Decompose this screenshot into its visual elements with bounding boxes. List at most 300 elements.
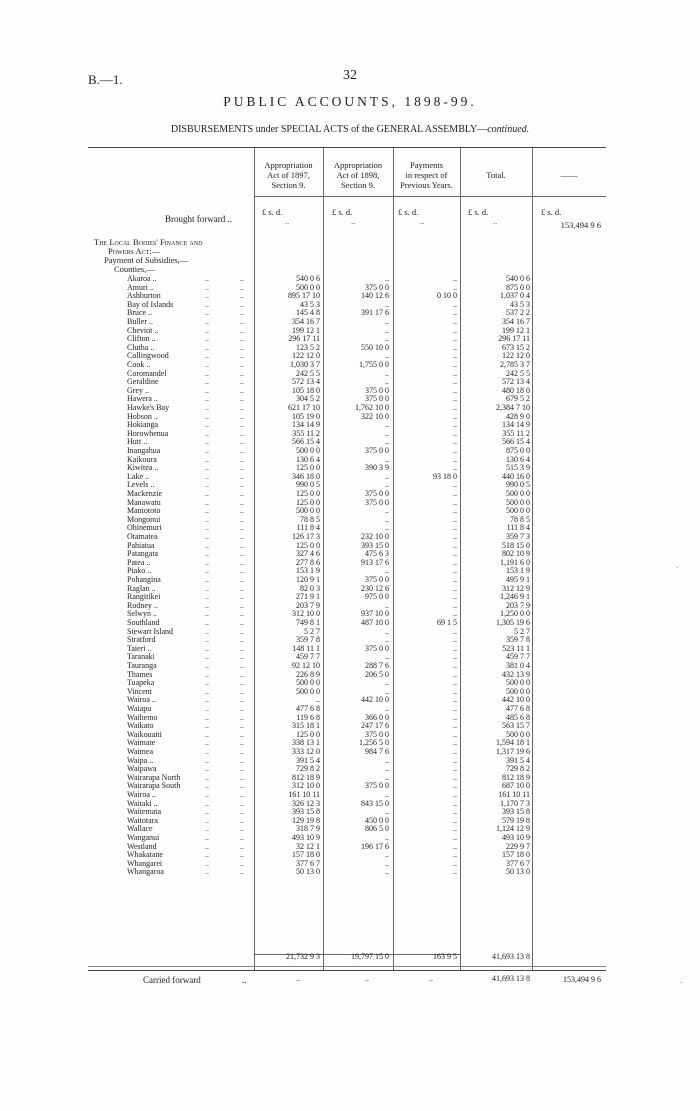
carried-previous: .. <box>429 974 433 983</box>
amount-1898: 375 0 0 <box>365 446 389 455</box>
total-1898: 19,797 15 0 <box>351 952 389 961</box>
amount-1897: 134 14 9 <box>292 420 320 430</box>
county-name: Westland <box>127 841 157 851</box>
amount-1898: 390 3 9 <box>365 463 389 473</box>
county-name: Wairarapa South <box>127 781 181 791</box>
amount-1897: 32 12 1 <box>296 841 320 851</box>
amount-total: 153 1 9 <box>506 566 530 576</box>
amount-previous-years: .. <box>453 480 457 490</box>
leader-dots: .. <box>240 360 244 369</box>
leader-dots: .. <box>240 635 244 645</box>
leader-dots: .. <box>205 411 209 421</box>
leader-dots: .. <box>240 643 244 653</box>
leader-dots: .. <box>240 815 244 825</box>
leader-dots: .. <box>205 721 209 731</box>
amount-1898: 375 0 0 <box>365 282 389 292</box>
leader-dots: .. <box>205 592 209 602</box>
ledger-table: Appropriation Act of 1897, Section 9. Appropriation Act of 1898, Section 9. Payments in respect of Previous Years. Total. —— £ s. d. £ s. d. £ s. d. £ s. d. £ s. d. <box>88 147 606 971</box>
leader-dots: .. <box>240 540 244 550</box>
amount-1897: 315 18 1 <box>292 721 320 731</box>
leader-dots: .. <box>205 385 209 395</box>
leader-dots: .. <box>205 360 209 369</box>
leader-dots: .. <box>240 282 244 292</box>
county-name: Ashburton <box>127 291 161 301</box>
county-name: Mackenzie <box>127 489 163 498</box>
amount-1897: 493 10 9 <box>292 833 320 842</box>
amount-total: 134 14 9 <box>502 420 530 430</box>
amount-1897: 621 17 10 <box>288 403 320 412</box>
amount-total: 1,124 12 9 <box>496 824 530 834</box>
leader-dots: .. <box>240 867 244 877</box>
subtitle-main: DISBURSEMENTS under SPECIAL ACTS of the GENERAL ASSEMBLY— <box>170 124 488 135</box>
leader-dots: .. <box>240 721 244 731</box>
amount-1897: 122 12 0 <box>292 351 320 361</box>
amount-1897: 242 5 5 <box>296 368 320 378</box>
amount-previous-years: .. <box>453 532 457 541</box>
amount-total: 312 12 9 <box>502 583 530 593</box>
leader-dots: .. <box>205 747 209 756</box>
amount-1897: 5 2 7 <box>304 626 320 636</box>
amount-1898: .. <box>385 454 389 464</box>
amount-1897: 477 6 8 <box>296 704 320 713</box>
leader-dots: .. <box>240 514 244 524</box>
brought-forward-value: 153,494 9 6 <box>560 220 601 230</box>
amount-previous-years: .. <box>453 575 457 584</box>
amount-previous-years: 93 18 0 <box>433 471 457 481</box>
amount-previous-years: .. <box>453 592 457 602</box>
county-name: Cheviot .. <box>127 325 159 335</box>
amount-1897: 125 0 0 <box>296 489 320 498</box>
amount-previous-years: .. <box>453 704 457 713</box>
leader-dots: .. <box>240 325 244 335</box>
leader-dots: .. <box>240 506 244 516</box>
leader-dots: .. <box>205 394 209 404</box>
leader-dots: .. <box>205 334 209 344</box>
leader-dots: .. <box>240 291 244 301</box>
leader-dots: .. <box>240 342 244 352</box>
leader-dots: .. <box>205 790 209 799</box>
amount-previous-years: .. <box>453 729 457 739</box>
brought-forward-dots: .. <box>351 216 356 226</box>
leader-dots: .. <box>240 351 244 361</box>
leader-dots: .. <box>240 489 244 498</box>
amount-previous-years: .. <box>453 420 457 430</box>
leader-dots: .. <box>240 833 244 842</box>
amount-total: 296 17 11 <box>498 334 530 344</box>
amount-total: 1,037 0 4 <box>500 291 530 301</box>
leader-dots: .. <box>205 575 209 584</box>
leader-dots: .. <box>240 566 244 576</box>
amount-total: 729 8 2 <box>506 764 530 774</box>
leader-dots: .. <box>240 600 244 610</box>
amount-total: 802 10 9 <box>502 549 530 559</box>
county-name: Vincent <box>127 686 152 696</box>
amount-1897: 312 10 0 <box>292 781 320 791</box>
county-name: Hawera .. <box>127 394 158 404</box>
amount-1898: .. <box>385 678 389 688</box>
leader-dots: .. <box>240 308 244 318</box>
county-name: Whakatane <box>127 850 163 860</box>
amount-total: 2,384 7 10 <box>496 403 530 412</box>
amount-total: 875 0 0 <box>506 282 530 292</box>
amount-total: 875 0 0 <box>506 446 530 455</box>
leader-dots: .. <box>205 729 209 739</box>
leader-dots: .. <box>240 428 244 438</box>
amount-previous-years: .. <box>453 661 457 670</box>
amount-1897: 125 0 0 <box>296 497 320 507</box>
leader-dots: .. <box>240 738 244 748</box>
leader-dots: .. <box>240 274 244 283</box>
amount-total: 1,191 6 0 <box>500 557 530 567</box>
county-name: Amuri .. <box>127 282 154 292</box>
county-name: Stratford <box>127 635 156 645</box>
amount-previous-years: .. <box>453 712 457 722</box>
amount-1898: 1,755 0 0 <box>359 360 389 369</box>
amount-previous-years: .. <box>453 721 457 731</box>
amount-1898: .. <box>385 325 389 335</box>
leader-dots: .. <box>240 549 244 559</box>
amount-1897: 125 0 0 <box>296 729 320 739</box>
leader-dots: .. <box>205 781 209 791</box>
amount-1898: .. <box>385 790 389 799</box>
amount-previous-years: .. <box>453 523 457 533</box>
amount-1898: .. <box>385 471 389 481</box>
amount-total: 673 15 2 <box>502 342 530 352</box>
amount-1898: 393 15 0 <box>361 540 389 550</box>
leader-dots: .. <box>205 858 209 868</box>
leader-dots: .. <box>205 514 209 524</box>
amount-1898: 375 0 0 <box>365 781 389 791</box>
amount-1897: 277 8 6 <box>296 557 320 567</box>
amount-previous-years: .. <box>453 557 457 567</box>
leader-dots: .. <box>205 497 209 507</box>
amount-previous-years: .. <box>453 514 457 524</box>
amount-1897: 318 7 9 <box>296 824 320 834</box>
amount-1898: .. <box>385 437 389 447</box>
amount-previous-years: .. <box>453 772 457 782</box>
amount-total: 480 18 0 <box>502 385 530 395</box>
amount-1897: 500 0 0 <box>296 506 320 516</box>
leader-dots: .. <box>240 850 244 860</box>
amount-previous-years: .. <box>453 566 457 576</box>
leader-dots: .. <box>240 790 244 799</box>
leader-dots: .. <box>205 428 209 438</box>
amount-previous-years: .. <box>453 360 457 369</box>
amount-previous-years: .. <box>453 824 457 834</box>
leader-dots: .. <box>240 618 244 627</box>
leader-dots: .. <box>205 583 209 593</box>
leader-dots: .. <box>205 291 209 301</box>
amount-1898: 984 7 6 <box>365 747 389 756</box>
amount-total: 78 8 5 <box>510 514 530 524</box>
amount-previous-years: .. <box>453 764 457 774</box>
county-name: Inangahua <box>127 446 161 455</box>
county-name: Manawatu <box>127 497 161 507</box>
county-name: Patea .. <box>127 557 151 567</box>
leader-dots: .. <box>240 583 244 593</box>
county-name: Horowhenua <box>127 428 169 438</box>
amount-previous-years: .. <box>453 747 457 756</box>
amount-1898: 206 5 0 <box>365 669 389 679</box>
county-name: Waitaki .. <box>127 798 158 808</box>
leader-dots: .. <box>205 798 209 808</box>
leader-dots: .. <box>205 772 209 782</box>
leader-dots: .. <box>240 678 244 688</box>
leader-dots: .. <box>240 385 244 395</box>
amount-total: 43 5 3 <box>510 299 530 309</box>
leader-dots: .. <box>240 764 244 774</box>
amount-1898: 975 0 0 <box>365 592 389 602</box>
amount-1898: 475 6 3 <box>365 549 389 559</box>
leader-dots: .. <box>240 781 244 791</box>
header-rule <box>254 196 606 197</box>
amount-total: 377 6 7 <box>506 858 530 868</box>
amount-total: 1,305 19 6 <box>496 618 530 627</box>
amount-1897: 333 12 0 <box>292 747 320 756</box>
amount-1898: .. <box>385 351 389 361</box>
county-name: Hutt .. <box>127 437 148 447</box>
leader-dots: .. <box>205 317 209 326</box>
subtitle-continued: continued. <box>487 124 530 135</box>
amount-total: 354 16 7 <box>502 317 530 326</box>
amount-total: 687 10 0 <box>502 781 530 791</box>
amount-previous-years: .. <box>453 686 457 696</box>
amount-1897: 312 10 0 <box>292 609 320 619</box>
county-name: Clifton .. <box>127 334 156 344</box>
amount-total: 440 16 0 <box>502 471 530 481</box>
amount-previous-years: .. <box>453 506 457 516</box>
total-previous-years: 163 9 5 <box>433 952 457 961</box>
county-name: Piako .. <box>127 566 152 576</box>
county-name: Tauranga <box>127 661 157 670</box>
leader-dots: .. <box>205 480 209 490</box>
leader-dots: .. <box>240 609 244 619</box>
column-divider <box>323 148 324 970</box>
amount-previous-years: 0 10 0 <box>437 291 457 301</box>
leader-dots: .. <box>240 437 244 447</box>
brought-forward-dots: .. <box>420 216 425 226</box>
county-name: Geraldine <box>127 377 159 387</box>
amount-1897: 125 0 0 <box>296 540 320 550</box>
leader-dots: .. <box>205 454 209 464</box>
amount-total: 679 5 2 <box>506 394 530 404</box>
amount-previous-years: .. <box>453 583 457 593</box>
leader-dots: .. <box>240 403 244 412</box>
amount-previous-years: .. <box>453 428 457 438</box>
county-name: Rodney .. <box>127 600 158 610</box>
county-name: Clutha .. <box>127 342 155 352</box>
leader-dots: .. <box>205 299 209 309</box>
county-name: Southland <box>127 618 160 627</box>
amount-previous-years: .. <box>453 342 457 352</box>
amount-1897: 346 18 0 <box>292 471 320 481</box>
leader-dots: .. <box>240 368 244 378</box>
amount-previous-years: .. <box>453 600 457 610</box>
amount-total: 432 13 9 <box>502 669 530 679</box>
amount-previous-years: .. <box>453 411 457 421</box>
amount-1897: 812 18 9 <box>292 772 320 782</box>
amount-1898: 487 10 0 <box>361 618 389 627</box>
leader-dots: .. <box>205 738 209 748</box>
amount-1898: .. <box>385 626 389 636</box>
amount-1898: 450 0 0 <box>365 815 389 825</box>
amount-total: 493 10 9 <box>502 833 530 842</box>
carried-1898: .. <box>365 974 369 983</box>
amount-total: 242 5 5 <box>506 368 530 378</box>
amount-total: 161 10 11 <box>498 790 530 799</box>
amount-1898: .. <box>385 523 389 533</box>
amount-previous-years: .. <box>453 497 457 507</box>
amount-1897: 338 13 1 <box>292 738 320 748</box>
leader-dots: .. <box>205 815 209 825</box>
amount-total: 1,250 0 0 <box>500 609 530 619</box>
county-name: Taranaki <box>127 652 155 662</box>
page-number: 32 <box>343 68 357 83</box>
amount-1897: 145 4 8 <box>296 308 320 318</box>
amount-previous-years: .. <box>453 833 457 842</box>
county-name: Collingwood <box>127 351 169 361</box>
amount-1898: 247 17 6 <box>361 721 389 731</box>
amount-1898: 913 17 6 <box>361 557 389 567</box>
leader-dots: .. <box>205 420 209 430</box>
column-divider <box>254 148 255 970</box>
amount-1898: .. <box>385 704 389 713</box>
brought-forward-dots: .. <box>493 216 498 226</box>
leader-dots: .. <box>205 549 209 559</box>
county-name: Hawke's Bay <box>127 403 170 412</box>
amount-total: 990 0 5 <box>506 480 530 490</box>
county-name: Wallace <box>127 824 153 834</box>
leader-dots: .. <box>240 334 244 344</box>
leader-dots: .. <box>240 747 244 756</box>
county-name: Whangaroa <box>127 867 164 877</box>
amount-total: 203 7 9 <box>506 600 530 610</box>
amount-1898: .. <box>385 317 389 326</box>
county-name: Raglan .. <box>127 583 156 593</box>
amount-1898: 391 17 6 <box>361 308 389 318</box>
leader-dots: .. <box>205 609 209 619</box>
leader-dots: .. <box>205 308 209 318</box>
amount-previous-years: .. <box>453 781 457 791</box>
amount-1897: 990 0 5 <box>296 480 320 490</box>
leader-dots: .. <box>240 411 244 421</box>
amount-total: 428 9 0 <box>506 411 530 421</box>
leader-dots: .. <box>205 342 209 352</box>
amount-1898: 806 5 0 <box>365 824 389 834</box>
amount-total: 485 6 8 <box>506 712 530 722</box>
amount-1898: 1,256 5 0 <box>359 738 389 748</box>
act-heading: The Local Bodies' Finance and <box>94 237 203 247</box>
leader-dots: .. <box>240 686 244 696</box>
leader-dots: .. <box>240 858 244 868</box>
county-name: Waipawa <box>127 764 157 774</box>
amount-previous-years: .. <box>453 325 457 335</box>
amount-1898: 375 0 0 <box>365 489 389 498</box>
county-name: Wanganui <box>127 833 160 842</box>
county-name: Waitemata <box>127 807 162 817</box>
amount-1897: 354 16 7 <box>292 317 320 326</box>
amount-total: 515 3 9 <box>506 463 530 473</box>
amount-1897: 82 0 3 <box>300 583 320 593</box>
amount-total: 1,317 19 6 <box>496 747 530 756</box>
amount-1897: 130 6 4 <box>296 454 320 464</box>
amount-previous-years: .. <box>453 282 457 292</box>
amount-total: 566 15 4 <box>502 437 530 447</box>
county-name: Pahiatua <box>127 540 155 550</box>
leader-dots: .. <box>205 437 209 447</box>
amount-total: 359 7 3 <box>506 532 530 541</box>
leader-dots: .. <box>205 523 209 533</box>
amount-1897: 105 18 0 <box>292 385 320 395</box>
amount-1897: 123 5 2 <box>296 342 320 352</box>
amount-1897: 157 18 0 <box>292 850 320 860</box>
column-header-previous-years: Payments in respect of Previous Years. <box>400 160 453 190</box>
county-name: Maniototo <box>127 506 161 516</box>
amount-1898: .. <box>385 600 389 610</box>
leader-dots: .. <box>205 661 209 670</box>
county-name: Lake .. <box>127 471 149 481</box>
leader-dots: .. <box>240 807 244 817</box>
county-name: Waihemo <box>127 712 158 722</box>
county-name: Waiapu <box>127 704 152 713</box>
amount-1898: .. <box>385 514 389 524</box>
amount-total: 1,594 18 1 <box>496 738 530 748</box>
leader-dots: .. <box>240 626 244 636</box>
amount-1898: .. <box>385 652 389 662</box>
county-name: Ohinemuri <box>127 523 162 533</box>
leader-dots: .. <box>240 420 244 430</box>
page-reference: B.—1. <box>88 72 123 87</box>
leader-dots: .. <box>205 532 209 541</box>
brought-forward-dots: .. <box>285 216 290 226</box>
leader-dots: .. <box>205 695 209 705</box>
leader-dots: .. <box>205 755 209 765</box>
leader-dots: .. <box>240 497 244 507</box>
amount-1897: .. <box>316 695 320 705</box>
amount-previous-years: .. <box>453 755 457 765</box>
amount-1897: 161 10 11 <box>288 790 320 799</box>
leader-dots: .. <box>240 695 244 705</box>
amount-1897: 50 13 0 <box>296 867 320 877</box>
leader-dots: .. <box>240 523 244 533</box>
county-name: Coromandel <box>127 368 167 378</box>
county-name: Selwyn .. <box>127 609 157 619</box>
amount-1898: .. <box>385 867 389 877</box>
county-name: Tuapeka <box>127 678 155 688</box>
leader-dots: .. <box>205 833 209 842</box>
amount-1898: 322 10 0 <box>361 411 389 421</box>
amount-1897: 304 5 2 <box>296 394 320 404</box>
amount-1897: 148 11 1 <box>292 643 320 653</box>
carried-forward-grand: 153,494 9 6 <box>563 975 601 984</box>
county-name: Bay of Islands <box>127 299 174 309</box>
amount-1897: 359 7 8 <box>296 635 320 645</box>
leader-dots: .. <box>240 661 244 670</box>
amount-previous-years: .. <box>453 841 457 851</box>
county-name: Waitotara <box>127 815 158 825</box>
leader-dots: .. <box>240 394 244 404</box>
leader-dots: .. <box>240 471 244 481</box>
county-name: Otamatea <box>127 532 158 541</box>
leader-dots: .. <box>240 377 244 387</box>
amount-1898: 550 10 0 <box>361 342 389 352</box>
leader-dots: .. <box>205 712 209 722</box>
leader-dots: .. <box>240 317 244 326</box>
county-name: Rangitikei <box>127 592 161 602</box>
amount-1898: 937 10 0 <box>361 609 389 619</box>
page-title: PUBLIC ACCOUNTS, 1898-99. <box>223 94 477 109</box>
leader-dots: .. <box>205 377 209 387</box>
